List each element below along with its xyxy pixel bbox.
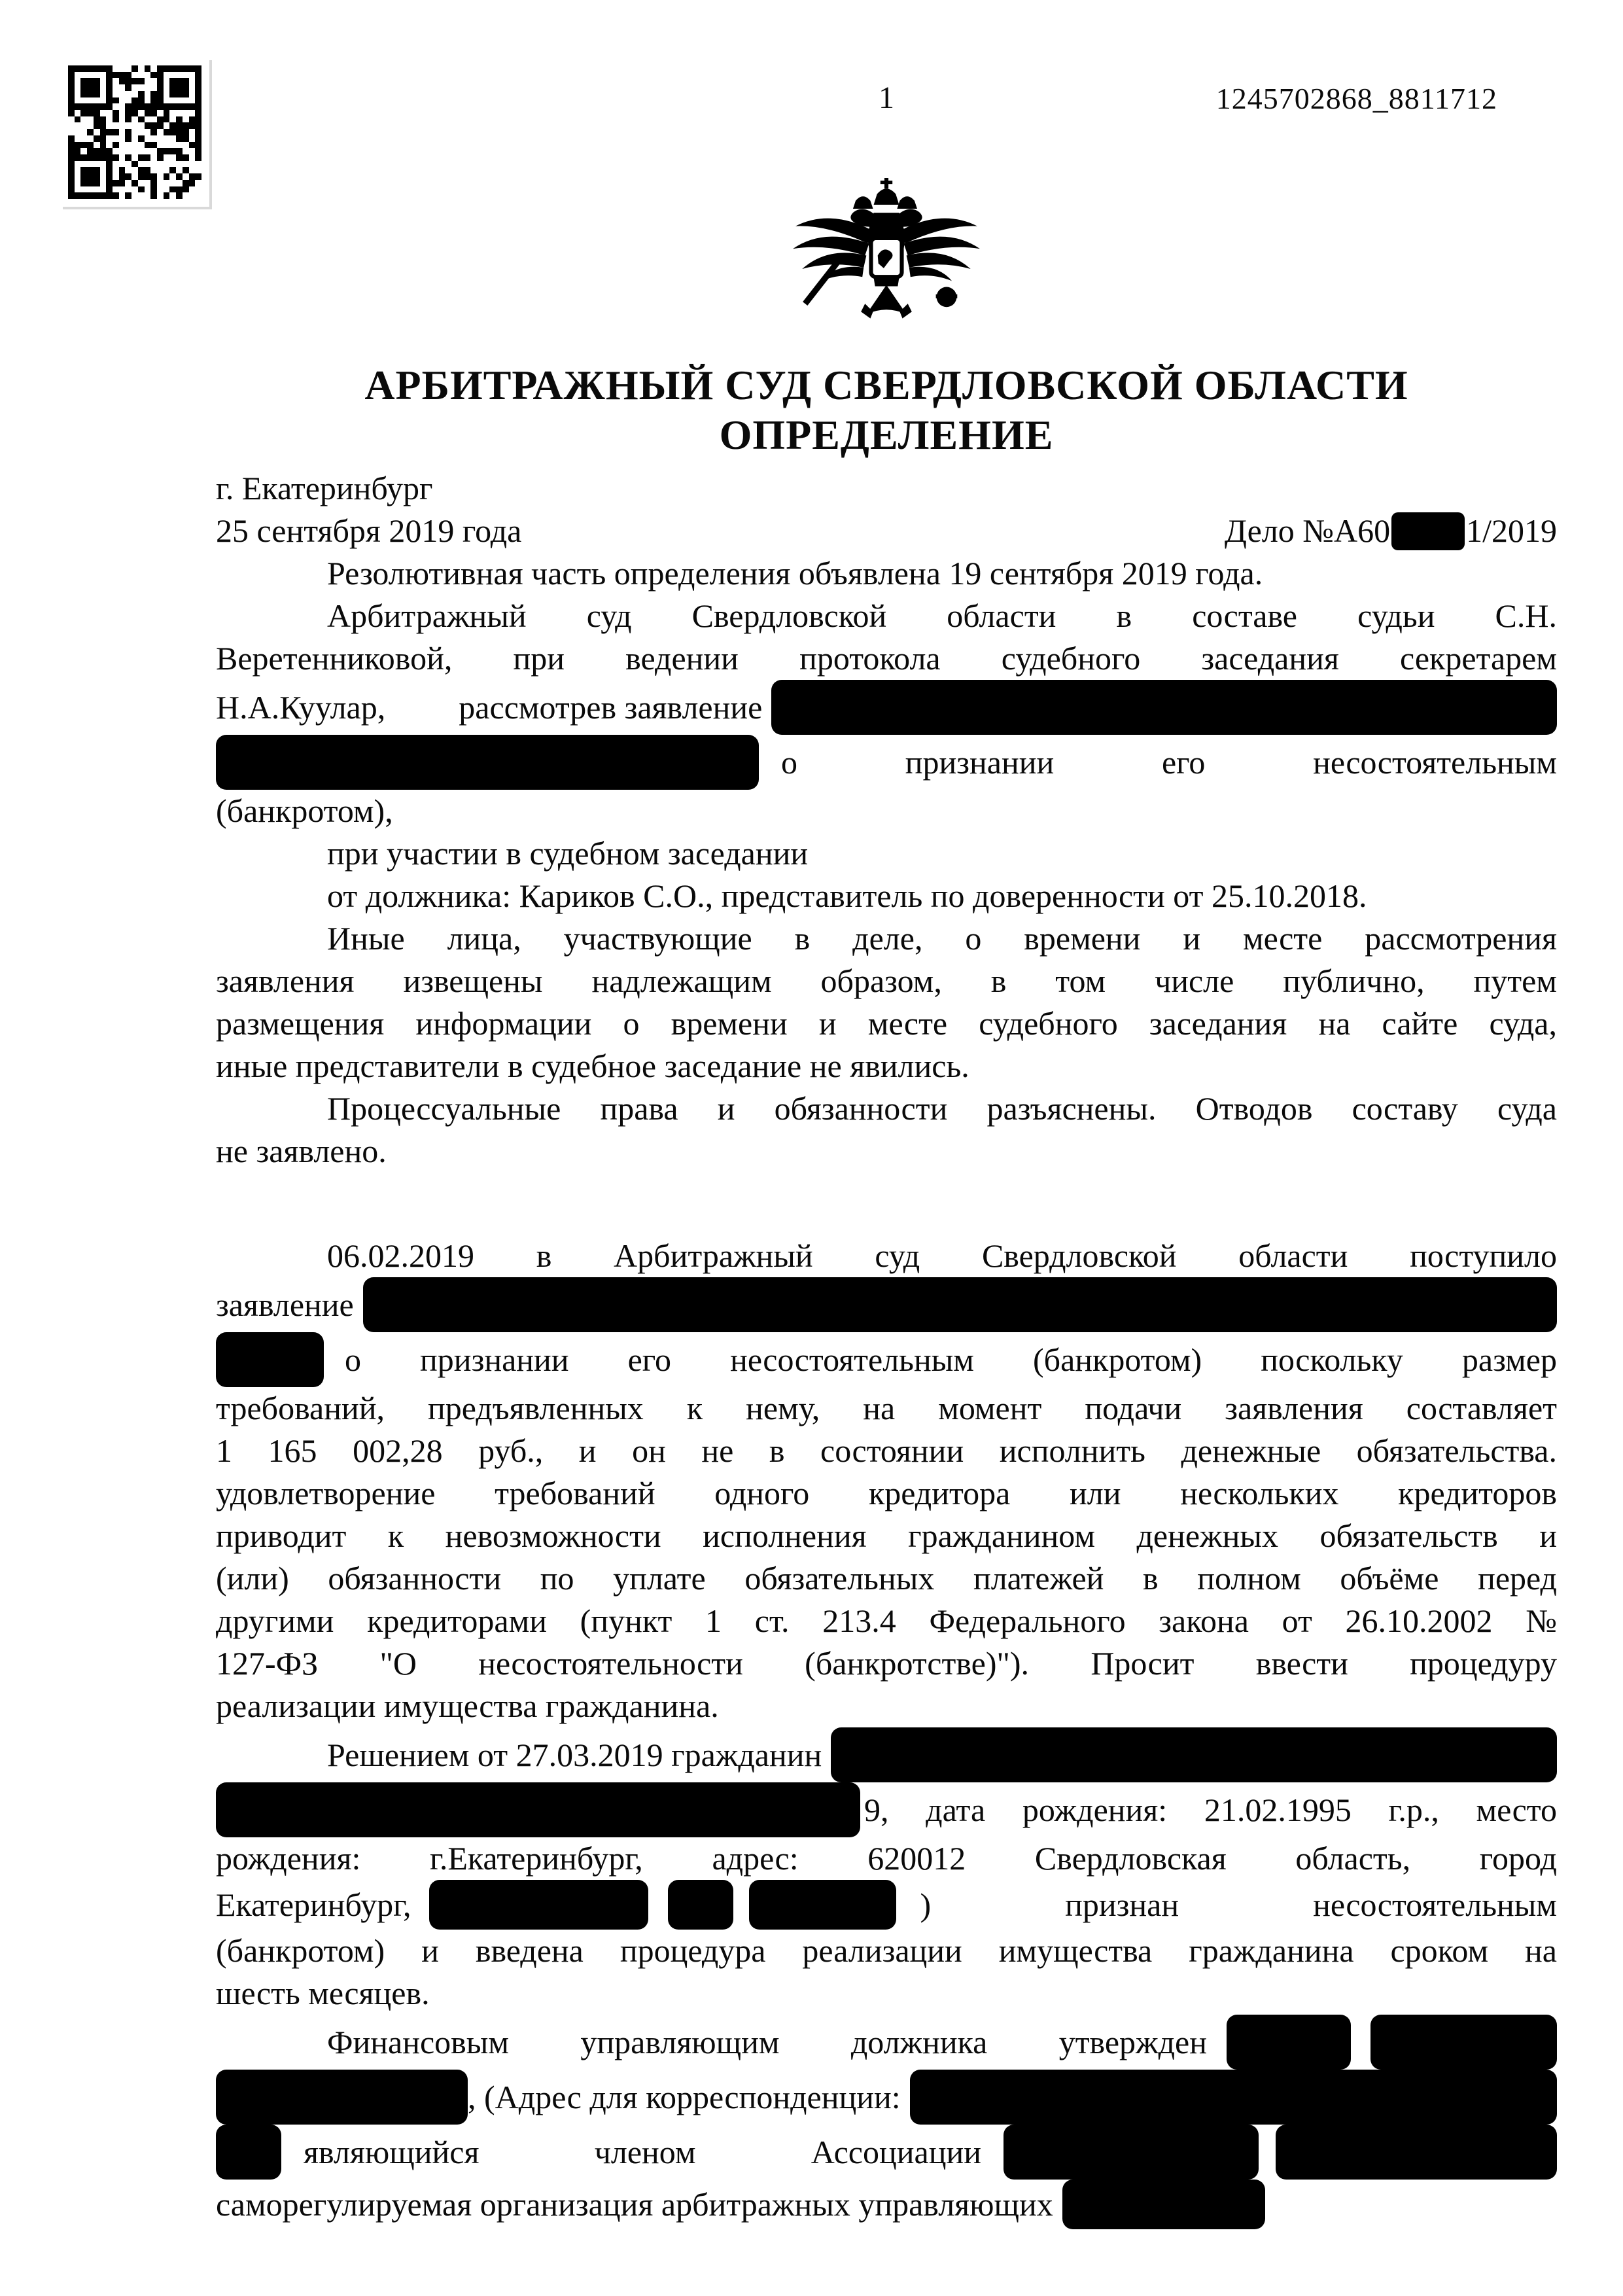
redaction-bar (216, 1332, 324, 1387)
doc-line: иные представители в судебное заседание не явились. (216, 1048, 969, 1084)
redaction-bar (1062, 2180, 1265, 2229)
doc-line (216, 680, 1557, 735)
redaction-bar (1276, 2125, 1557, 2180)
doc-line: приводит к невозможности исполнения гражданином денежных обязательств и (216, 1517, 1557, 1554)
document-body (216, 467, 1557, 2229)
case-number-prefix: Дело №А60 (1224, 512, 1391, 549)
doc-line (216, 1727, 1557, 1782)
doc-text: рассмотрев заявление (459, 688, 763, 726)
doc-line: 06.02.2019 в Арбитражный суд Свердловской области поступило (327, 1237, 1557, 1274)
redaction-bar (1003, 2125, 1259, 2180)
doc-line (216, 2180, 1557, 2229)
coat-of-arms (216, 178, 1557, 332)
case-number-suffix: 1/2019 (1466, 512, 1557, 549)
doc-text: Решением от 27.03.2019 гражданин (327, 1736, 822, 1773)
doc-line: удовлетворение требований одного кредитора или нескольких кредиторов (216, 1475, 1557, 1511)
doc-line (216, 2070, 1557, 2125)
doc-line: от должника: Кариков С.О., представитель по доверенности от 25.10.2018. (327, 877, 1367, 914)
page-number: 1 (879, 80, 894, 115)
doc-text: Финансовым управляющим должника утвержден (327, 2023, 1207, 2060)
document-id: 1245702868_8811712 (1215, 82, 1497, 115)
qr-code (60, 58, 209, 207)
redaction-bar (216, 2125, 281, 2180)
doc-text: 9, дата рождения: 21.02.1995 г.р., место (864, 1791, 1557, 1828)
doc-text: о признании его несостоятельным (банкротом) поскольку размер (345, 1341, 1557, 1378)
doc-line (216, 1782, 1557, 1837)
doc-text: Н.А.Куулар, (216, 688, 386, 726)
redaction-bar (749, 1880, 896, 1930)
doc-text: ) признан несостоятельным (920, 1886, 1557, 1923)
redaction-bar (668, 1880, 733, 1930)
doc-line: Арбитражный суд Свердловской области в составе судьи С.Н. (327, 597, 1557, 634)
redaction-bar (1370, 2015, 1557, 2070)
doc-line: Веретенниковой, при ведении протокола судебного заседания секретарем (216, 640, 1557, 677)
doc-text: , (Адрес для корреспонденции: (468, 2078, 901, 2115)
doc-text: заявление (216, 1286, 354, 1323)
court-name-title: АРБИТРАЖНЫЙ СУД СВЕРДЛОВСКОЙ ОБЛАСТИ (364, 362, 1408, 408)
doc-line: (банкротом), (216, 792, 393, 829)
double-headed-eagle-icon (785, 178, 988, 332)
doc-text: Екатеринбург, (216, 1886, 411, 1923)
redaction-bar (771, 680, 1557, 735)
doc-line (216, 1277, 1557, 1332)
doc-text: являющийся членом Ассоциации (304, 2133, 981, 2170)
redaction-bar (910, 2070, 1557, 2125)
doc-line: (банкротом) и введена процедура реализации имущества гражданина сроком на (216, 1932, 1557, 1969)
doc-line: требований, предъявленных к нему, на момент подачи заявления составляет (216, 1390, 1557, 1426)
resolutive-line: Резолютивная часть определения объявлена 19 сентября 2019 года. (327, 555, 1263, 592)
redaction-bar (216, 735, 759, 790)
doc-line: Иные лица, участвующие в деле, о времени и месте рассмотрения (327, 920, 1557, 957)
doc-line: Процессуальные права и обязанности разъяснены. Отводов составу суда (327, 1090, 1557, 1127)
doc-line: заявления извещены надлежащим образом, в том числе публично, путем (216, 963, 1557, 999)
doc-line (216, 2125, 1557, 2180)
redaction-bar (216, 1782, 860, 1837)
redaction-bar (1391, 512, 1465, 550)
doc-line: 127-ФЗ "О несостоятельности (банкротстве)"). Просит ввести процедуру (216, 1645, 1557, 1682)
decision-date: 25 сентября 2019 года (216, 512, 522, 549)
document-type-title: ОПРЕДЕЛЕНИЕ (719, 412, 1054, 458)
doc-line (216, 1332, 1557, 1387)
doc-line: при участии в судебном заседании (327, 835, 809, 872)
doc-text: о признании его несостоятельным (781, 743, 1557, 781)
doc-line: рождения: г.Екатеринбург, адрес: 620012 Свердловская область, город (216, 1840, 1557, 1877)
doc-line (216, 1880, 1557, 1930)
doc-line: (или) обязанности по уплате обязательных платежей в полном объёме перед (216, 1560, 1557, 1597)
document-title-block (216, 361, 1557, 461)
city-line: г. Екатеринбург (216, 470, 433, 506)
doc-line (216, 2015, 1557, 2070)
redaction-bar (831, 1727, 1557, 1782)
redaction-bar (216, 2070, 468, 2125)
redaction-bar (363, 1277, 1557, 1332)
doc-text: саморегулируемая организация арбитражных управляющих (216, 2185, 1053, 2223)
doc-line: размещения информации о времени и месте судебного заседания на сайте суда, (216, 1005, 1557, 1042)
doc-line: шесть месяцев. (216, 1975, 430, 2011)
doc-line: 1 165 002,28 руб., и он не в состоянии исполнить денежные обязательства. (216, 1432, 1557, 1469)
doc-line (216, 735, 1557, 790)
redaction-bar (429, 1880, 648, 1930)
doc-line: другими кредиторами (пункт 1 ст. 213.4 Федерального закона от 26.10.2002 № (216, 1602, 1557, 1639)
doc-line: реализации имущества гражданина. (216, 1687, 719, 1724)
date-case-line (216, 510, 1557, 552)
redaction-bar (1227, 2015, 1351, 2070)
doc-line: не заявлено. (216, 1133, 387, 1169)
case-number (1225, 510, 1557, 552)
